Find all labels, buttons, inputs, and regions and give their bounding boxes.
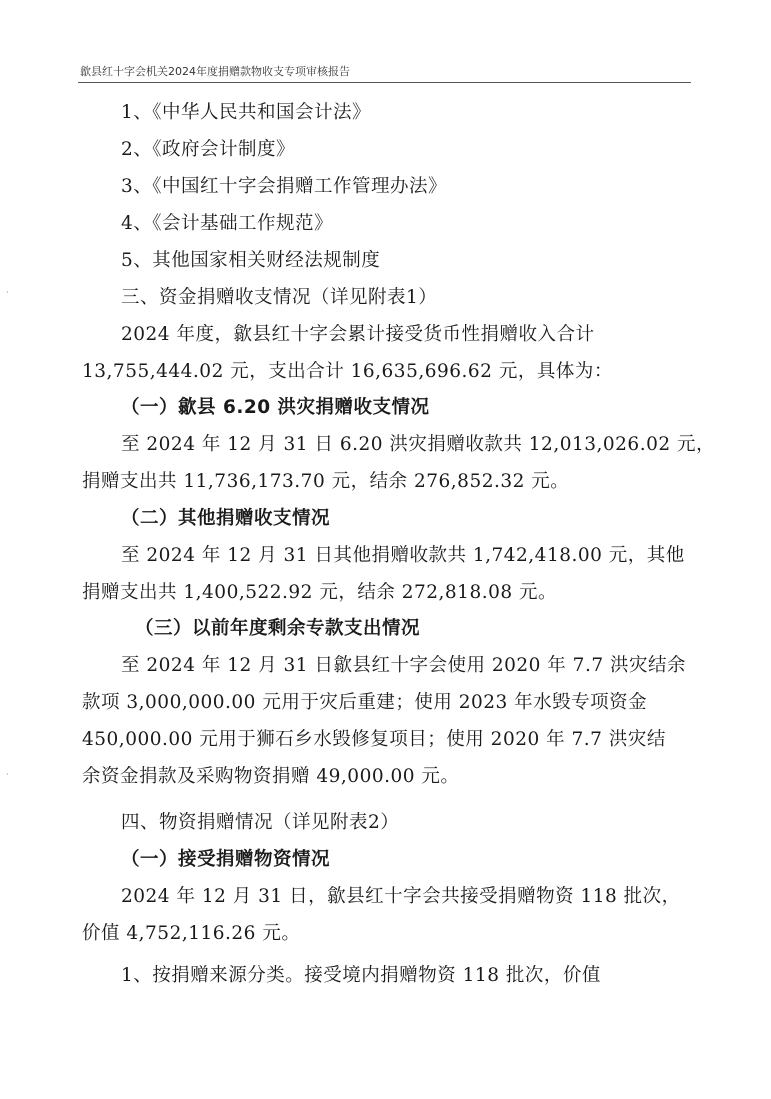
paragraph-line: 四、物资捐赠情况（详见附表2） bbox=[121, 812, 400, 833]
paragraph-line: 450,000.00 元用于狮石乡水毁修复项目；使用 2020 年 7.7 洪灾结 bbox=[82, 729, 666, 750]
paragraph-line: 至 2024 年 12 月 31 日其他捐赠收款共 1,742,418.00 元，其他 bbox=[121, 545, 685, 566]
paragraph-line: 1、按捐赠来源分类。接受境内捐赠物资 118 批次，价值 bbox=[121, 965, 601, 986]
scan-mark: · bbox=[6, 770, 9, 780]
section-heading: （三）以前年度剩余专款支出情况 bbox=[135, 618, 421, 639]
paragraph-line: 价值 4,752,116.26 元。 bbox=[82, 923, 301, 944]
paragraph-line: 款项 3,000,000.00 元用于灾后重建；使用 2023 年水毁专项资金 bbox=[82, 692, 648, 713]
scan-mark: · bbox=[6, 288, 9, 298]
document-header: 歙县红十字会机关2024年度捐赠款物收支专项审核报告 bbox=[80, 65, 350, 78]
paragraph-line: 5、其他国家相关财经法规制度 bbox=[121, 250, 381, 271]
paragraph-line: 2024 年度，歙县红十字会累计接受货币性捐赠收入合计 bbox=[121, 324, 595, 345]
paragraph-line: 三、资金捐赠收支情况（详见附表1） bbox=[121, 287, 438, 308]
paragraph-line: 捐赠支出共 11,736,173.70 元，结余 276,852.32 元。 bbox=[82, 471, 570, 492]
paragraph-line: 2、《政府会计制度》 bbox=[121, 139, 296, 160]
paragraph-line: 捐赠支出共 1,400,522.92 元，结余 272,818.08 元。 bbox=[82, 582, 558, 603]
section-heading: （一）歙县 6.20 洪灾捐赠收支情况 bbox=[121, 397, 430, 418]
paragraph-line: 至 2024 年 12 月 31 日歙县红十字会使用 2020 年 7.7 洪灾结余 bbox=[121, 655, 686, 676]
header-rule bbox=[78, 82, 691, 83]
paragraph-line: 4、《会计基础工作规范》 bbox=[121, 213, 334, 234]
paragraph-line: 3、《中国红十字会捐赠工作管理办法》 bbox=[121, 176, 448, 197]
section-heading: （二）其他捐赠收支情况 bbox=[121, 508, 331, 529]
paragraph-line: 1、《中华人民共和国会计法》 bbox=[121, 102, 372, 123]
section-heading: （一）接受捐赠物资情况 bbox=[121, 849, 331, 870]
paragraph-line: 2024 年 12 月 31 日，歙县红十字会共接受捐赠物资 118 批次， bbox=[121, 886, 681, 907]
paragraph-line: 至 2024 年 12 月 31 日 6.20 洪灾捐赠收款共 12,013,026.02 元， bbox=[121, 434, 716, 455]
paragraph-line: 余资金捐款及采购物资捐赠 49,000.00 元。 bbox=[82, 766, 460, 787]
paragraph-line: 13,755,444.02 元，支出合计 16,635,696.62 元，具体为： bbox=[82, 361, 613, 382]
